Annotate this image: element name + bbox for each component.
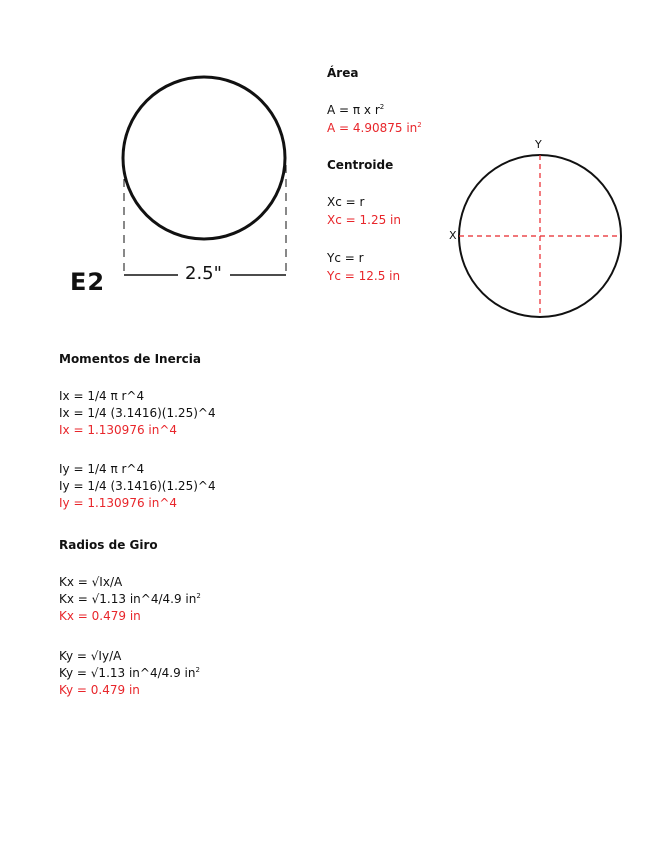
ky-line-1: Ky = √Iy/A — [59, 649, 122, 663]
ix-block — [59, 388, 216, 439]
xc-formula: Xc = r — [327, 195, 365, 209]
ix-line-2: Ix = 1/4 (3.1416)(1.25)^4 — [59, 406, 216, 420]
diameter-label: 2.5" — [185, 263, 222, 284]
ix-line-1: Ix = 1/4 π r^4 — [59, 389, 145, 403]
kx-block — [59, 574, 201, 625]
figure-label: E2 — [70, 268, 106, 296]
kx-result: Kx = 0.479 in — [59, 609, 141, 623]
centroid-axes-figure — [455, 150, 630, 322]
area-heading: Área — [327, 66, 359, 80]
inertia-heading: Momentos de Inercia — [59, 352, 201, 366]
iy-block — [59, 461, 216, 512]
ky-block — [59, 648, 200, 699]
iy-result: Iy = 1.130976 in^4 — [59, 496, 178, 510]
yc-result: Yc = 12.5 in — [327, 269, 401, 283]
area-result: A = 4.90875 $in^2$ — [327, 121, 422, 135]
area-formula: A = π x $r^2$ — [327, 103, 385, 117]
kx-line-2: Kx = √1.13 in^4/4.9 $in^2$ — [59, 592, 201, 606]
ix-result: Ix = 1.130976 in^4 — [59, 423, 178, 437]
centroid-heading: Centroide — [327, 158, 394, 172]
x-axis-label: X — [449, 229, 457, 242]
circle-shape — [123, 77, 285, 239]
iy-line-2: Iy = 1/4 (3.1416)(1.25)^4 — [59, 479, 216, 493]
ky-result: Ky = 0.479 in — [59, 683, 140, 697]
kx-line-1: Kx = √Ix/A — [59, 575, 123, 589]
circle-dimension-figure — [110, 70, 300, 285]
xc-result: Xc = 1.25 in — [327, 213, 401, 227]
y-axis-label: Y — [535, 138, 542, 151]
yc-formula: Yc = r — [327, 251, 364, 265]
ky-line-2: Ky = √1.13 in^4/4.9 $in^2$ — [59, 666, 200, 680]
gyration-heading: Radios de Giro — [59, 538, 158, 552]
iy-line-1: Iy = 1/4 π r^4 — [59, 462, 145, 476]
